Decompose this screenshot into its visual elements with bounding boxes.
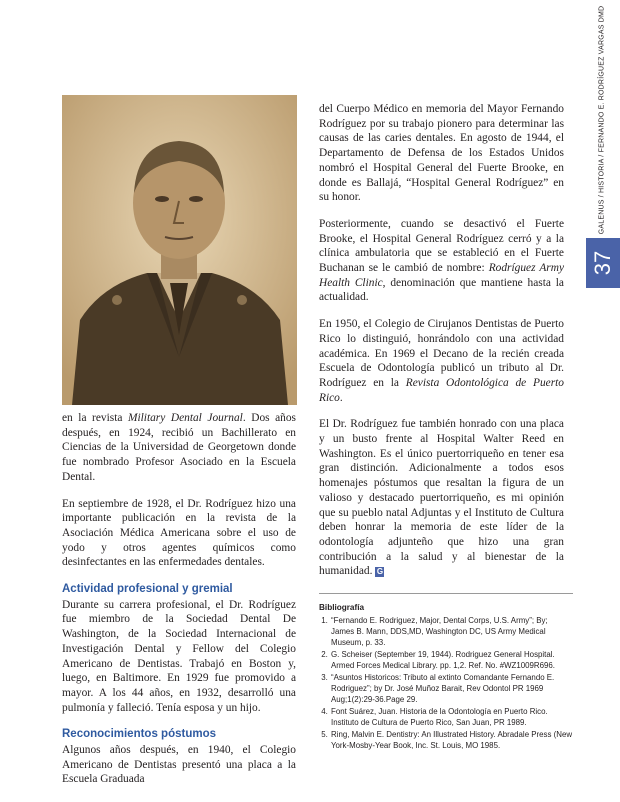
clinic-name: Rodríguez Army Health Clinic	[319, 262, 565, 289]
list-item: 5. Ring, Malvin E. Dentistry: An Illustrated History. Abradale Press (New York-Mosby-Year Book, Inc. St. Louis, MO 1985.	[330, 729, 573, 751]
paragraph: Posteriormente, cuando se desactivó el Fuerte Brooke, el Hospital General Rodríguez cerró y a la clínica ambulatoria que se estableció en el Fuerte Buchanan se le cambió de nombre: Rodríguez Army Health Clinic, denominación que mantiene hasta la actualidad.	[319, 217, 565, 304]
paragraph: Algunos años después, en 1940, el Colegio Americano de Dentistas presentó una placa a la Escuela Graduada	[62, 744, 296, 786]
portrait-photo	[62, 95, 297, 405]
paragraph: Durante su carrera profesional, el Dr. Rodríguez fue miembro de la Sociedad Dental De Washington, de la Sociedad Internacional de Investigación Dental y Fellow del Colegio Americano de Dentistas. Trabajó en Boston y, luego, en Baltimore. En 1929 fue promovido a mayor. A los 44 años, en 1932, desarrolló una pulmonía y falleció. Tenía esposa y un hijo.	[62, 598, 296, 714]
journal-title: Military Dental Journal	[127, 412, 243, 424]
divider	[319, 593, 573, 594]
right-column	[319, 102, 564, 591]
left-column	[62, 411, 296, 799]
paragraph: En septiembre de 1928, el Dr. Rodríguez hizo una importante publicación en la revista de la Asociación Médica Americana sobre el uso de yodo y otros agentes químicos como desinfectantes en las enfermedades dentales.	[62, 497, 296, 569]
portrait-photo-icon	[62, 95, 297, 405]
end-mark-icon: G	[376, 566, 384, 576]
list-item: 3. “Asuntos Historicos: Tributo al extinto Comandante Fernando E. Rodriguez”; by Dr. José Muñoz Barait, Rev Odontol PR 1969 Aug;1(2):29-36.Page 29.	[330, 672, 573, 705]
paragraph: en la revista Military Dental Journal. Dos años después, en 1924, recibió un Bachillerato en Ciencias de la Universidad de Georgetown donde fue nombrado Profesor Asociado en la Escuela Dental.	[62, 412, 296, 483]
bibliography-title: Bibliografía	[319, 603, 365, 612]
running-head: GALENUS / HISTORIA / FERNANDO E. RODRÍGUEZ VARGAS DMD	[598, 5, 606, 235]
page-number-box	[586, 238, 620, 288]
paragraph: El Dr. Rodríguez fue también honrado con una placa y un busto frente al Hospital Walter Reed en Washington. Es el único puertorriqueño en tener esa gran distinción. Adicionalmente a todos esos homenajes póstumos que resaltan la figura de un valioso y destacado puertorriqueño, es mi opinión que su pueblo natal Adjuntas y el Instituto de Cultura deben honrar la memoria de este líder de la odontología adjunteño que hizo una gran contribución a la salud y al bienestar de la humanidad. G	[319, 418, 564, 578]
bibliography-list	[319, 615, 573, 751]
bibliography	[319, 602, 573, 752]
section-heading: Reconocimientos póstumos	[62, 728, 216, 741]
section-heading: Actividad profesional y gremial	[62, 583, 233, 596]
paragraph: del Cuerpo Médico en memoria del Mayor Fernando Rodríguez por su trabajo pionero para determinar las causas de las caries dentales. En agosto de 1944, el Departamento de Defensa de los Estados Unidos nombró el Hospital General del Fuerte Brooke, en donde es Ballajá, “Hospital General Rodríguez” en su honor.	[319, 103, 564, 204]
journal-title: Revista Odontológica de Puerto Rico	[319, 376, 564, 404]
list-item: 4. Font Suárez, Juan. Historia de la Odontología en Puerto Rico. Instituto de Cultura de Puerto Rico, San Juan, PR 1989.	[330, 706, 573, 728]
list-item: 1. “Fernando E. Rodriguez, Major, Dental Corps, U.S. Army”; By; James B. Mann, DDS,MD, Washington DC, US Army Medical Museum, p. 33.	[330, 615, 573, 648]
list-item: 2. G. Scheiser (September 19, 1944). Rodriguez General Hospital. Armed Forces Medical Library. pp. 1,2. Ref. No. #WZ1009R696.	[330, 649, 573, 671]
paragraph: En 1950, el Colegio de Cirujanos Dentistas de Puerto Rico lo distinguió, honrándolo con una actividad académica. En 1969 el Decano de la recién creada Escuela de Odontología publicó un tributo al Dr. Rodríguez en la Revista Odontológica de Puerto Rico.	[319, 318, 564, 404]
page-number: 37	[589, 250, 615, 276]
